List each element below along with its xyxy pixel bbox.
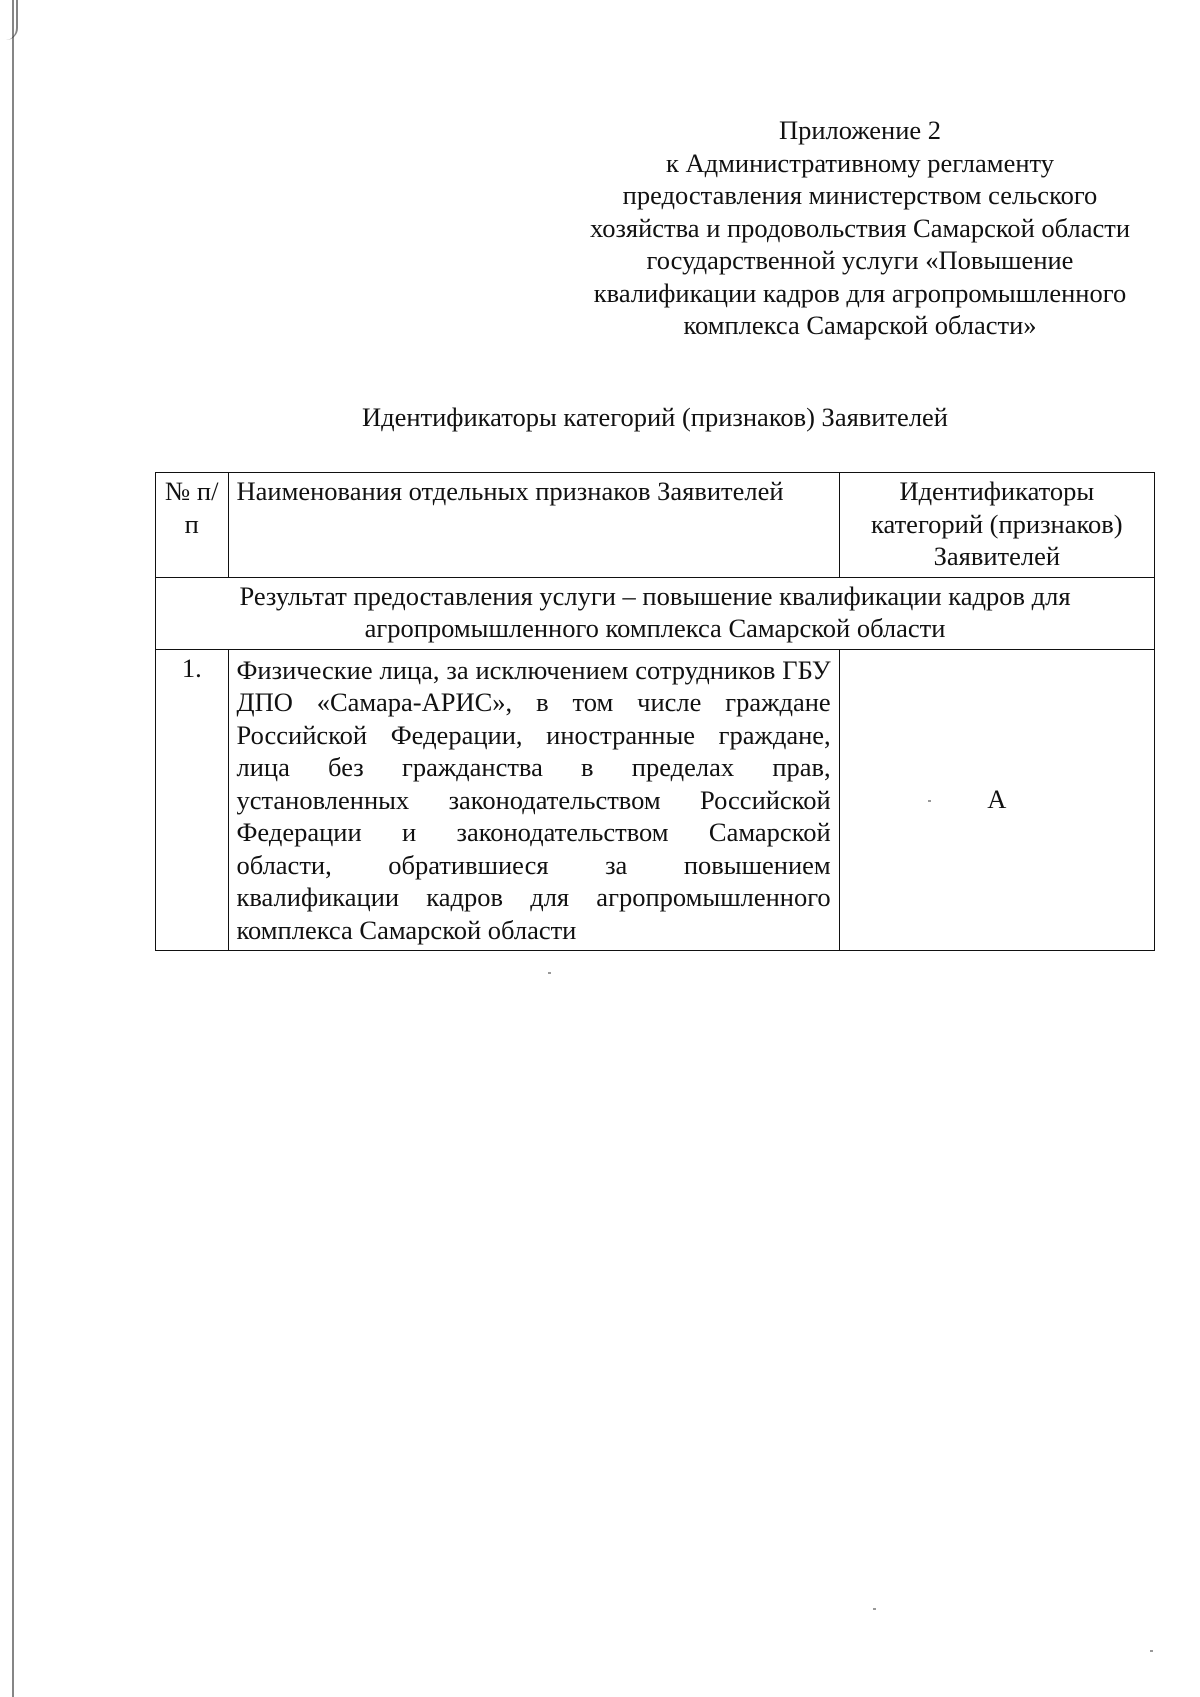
- appendix-line: к Административному регламенту: [666, 147, 1054, 178]
- row-name: Физические лица, за исключением сотрудников ГБУ ДПО «Самара-АРИС», в том числе граждане Российской Федерации, иностранные граждане, лица без гражданства в пределах прав, установленных законодательством Российской Федерации и законодательством Самарской области, обратившиеся за повышением квалификации кадров для агропромышленного комплекса Самарской области: [228, 649, 839, 951]
- row-identifier: А: [839, 649, 1154, 951]
- appendix-line: хозяйства и продовольствия Самарской области: [589, 212, 1131, 243]
- table-row: [156, 649, 1155, 951]
- scan-speck: [1150, 1650, 1153, 1652]
- table-section-row: [156, 577, 1155, 649]
- table-header-row: [156, 473, 1155, 578]
- document-title: Идентификаторы категорий (признаков) Заявителей: [361, 402, 948, 432]
- appendix-line: предоставления министерством сельского: [622, 180, 1098, 210]
- appendix-line: Приложение 2: [778, 115, 942, 145]
- scan-speck: [873, 1608, 876, 1610]
- header-identifier: Идентификаторы категорий (признаков) Заявителей: [839, 473, 1154, 578]
- scan-edge-line: [12, 0, 14, 1697]
- applicant-categories-table: [155, 472, 1155, 951]
- appendix-line: квалификации кадров для агропромышленного: [593, 277, 1127, 308]
- appendix-header: [560, 114, 1160, 342]
- section-title: Результат предоставления услуги – повышение квалификации кадров для агропромышленного комплекса Самарской области: [156, 577, 1155, 649]
- scan-speck: [928, 800, 931, 802]
- appendix-line: государственной услуги «Повышение: [646, 245, 1074, 275]
- row-number: 1.: [156, 649, 229, 951]
- scan-speck: [548, 972, 551, 974]
- header-number: № п/п: [156, 473, 229, 578]
- appendix-line: комплекса Самарской области»: [683, 310, 1037, 340]
- header-name: Наименования отдельных признаков Заявителей: [228, 473, 839, 578]
